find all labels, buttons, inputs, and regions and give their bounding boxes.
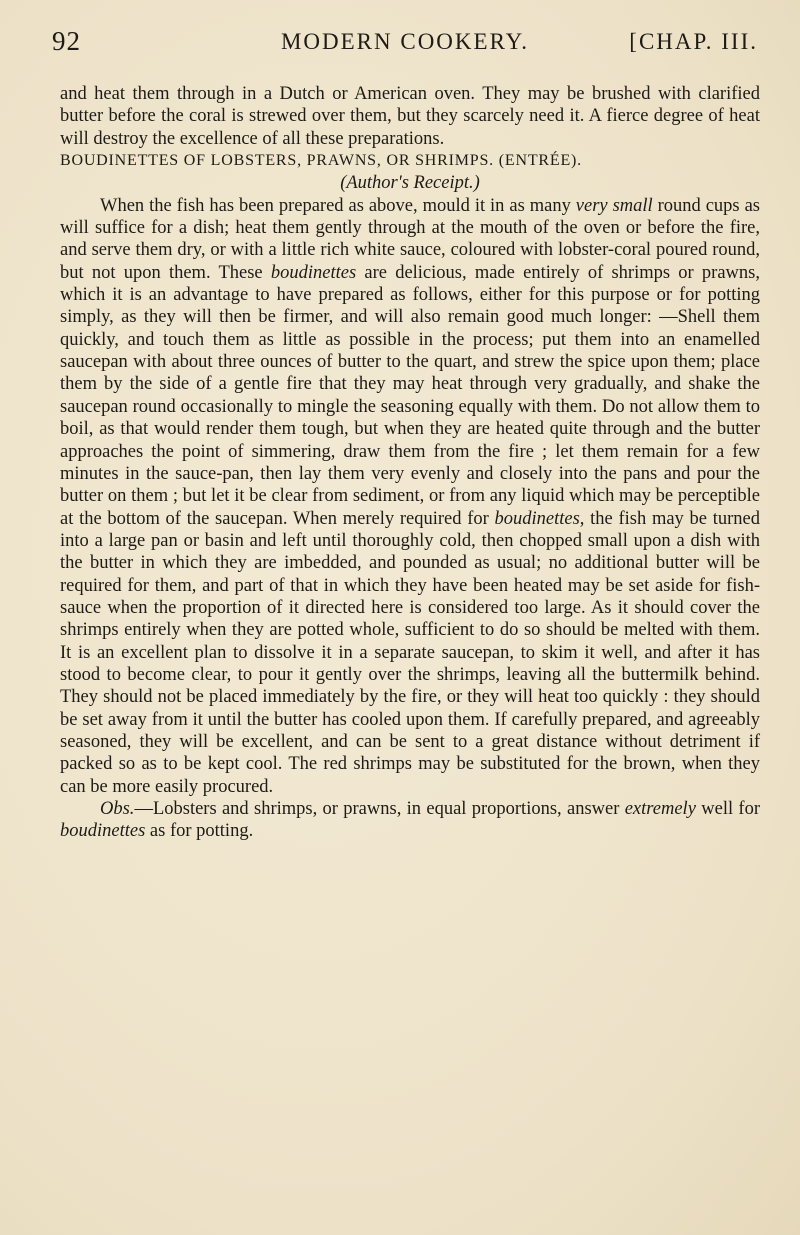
text-run: round cups as will suffice for a dish; heat them gently through at the mouth of the oven or before the fire, and serve them dry, or with a little rich white sauce, coloured with lobster-coral poured round, but not upon them. These bbox=[60, 195, 760, 283]
italic-text: boudinettes bbox=[494, 508, 580, 529]
page-header bbox=[52, 26, 758, 62]
italic-text: Obs. bbox=[100, 799, 135, 819]
page-body bbox=[60, 83, 760, 843]
text-run: , the fish may be turned into a large pan or basin and left until thoroughly cold, then chopped small upon a dish with the butter in which they are imbedded, and pounded as usual; no additional butter will be required for them, and part of that in which they have been heated may be set aside for fish-sauce when the proportion of it directed here is considered too large. As it should cover the shrimps entirely when they are potted whole, sufficient to do so should be melted with them. It is an excellent plan to dissolve it in a separate saucepan, to skim it well, and after it has stood to become clear, to pour it gently over the shrimps, leaving all the buttermilk behind. They should not be placed immediately by the fire, or they will heat too quickly : they should be set away from it until the butter has cooled upon them. If carefully prepared, and agreeably seasoned, they will be excellent, and can be sent to a great distance without detriment if packed so as to be kept cool. The red shrimps may be substituted for the brown, when they can be more easily procured. bbox=[60, 508, 760, 797]
italic-text: boudinettes bbox=[270, 262, 357, 283]
recipe-paragraph bbox=[60, 195, 760, 798]
text-run: well for bbox=[695, 799, 760, 819]
text-run: When the fish has been prepared as above, mould it in as many bbox=[100, 195, 576, 216]
italic-text: very small bbox=[575, 195, 653, 216]
text-run: are delicious, made entirely of shrimps or prawns, which it is an advantage to have prepared as follows, either for this purpose or for potting simply, as they will then be firmer, and will also remain good much longer: —Shell them quickly, and touch them as little as possible in the process; put them into an enamelled saucepan with about three ounces of butter to the quart, and strew the spice upon them; place them by the side of a gentle fire that they may heat through very gradually, and shake the saucepan round occasionally to mingle the seasoning equally with them. Do not allow them to boil, as that would render them tough, but when they are heated quite through and the butter approaches the point of simmering, draw them from the fire ; let them remain for a few minutes in the sauce-pan, then lay them very evenly and closely into the pans and pour the butter on them ; but let it be clear from sediment, or from any liquid which may be perceptible at the bottom of the saucepan. When merely required for bbox=[60, 262, 760, 529]
recipe-title: BOUDINETTES OF LOBSTERS, PRAWNS, OR SHRIMPS. (ENTRÉE). bbox=[60, 152, 582, 170]
observation-paragraph bbox=[60, 798, 760, 843]
italic-text: extremely bbox=[624, 799, 696, 819]
text-run: —Lobsters and shrimps, or prawns, in equal proportions, answer bbox=[134, 799, 625, 819]
italic-text: boudinettes bbox=[60, 821, 146, 842]
intro-paragraph: and heat them through in a Dutch or American oven. They may be brushed with clarified butter before the coral is strewed over them, but they scarcely need it. A fierce degree of heat will destroy the excellence of all these preparations. bbox=[60, 84, 760, 149]
recipe-source: (Author's Receipt.) bbox=[340, 173, 480, 194]
running-title: MODERN COOKERY. bbox=[280, 29, 530, 54]
page-number: 92 bbox=[52, 26, 81, 56]
text-run: as for potting. bbox=[145, 821, 254, 842]
chapter-marker: [CHAP. III. bbox=[629, 29, 758, 54]
